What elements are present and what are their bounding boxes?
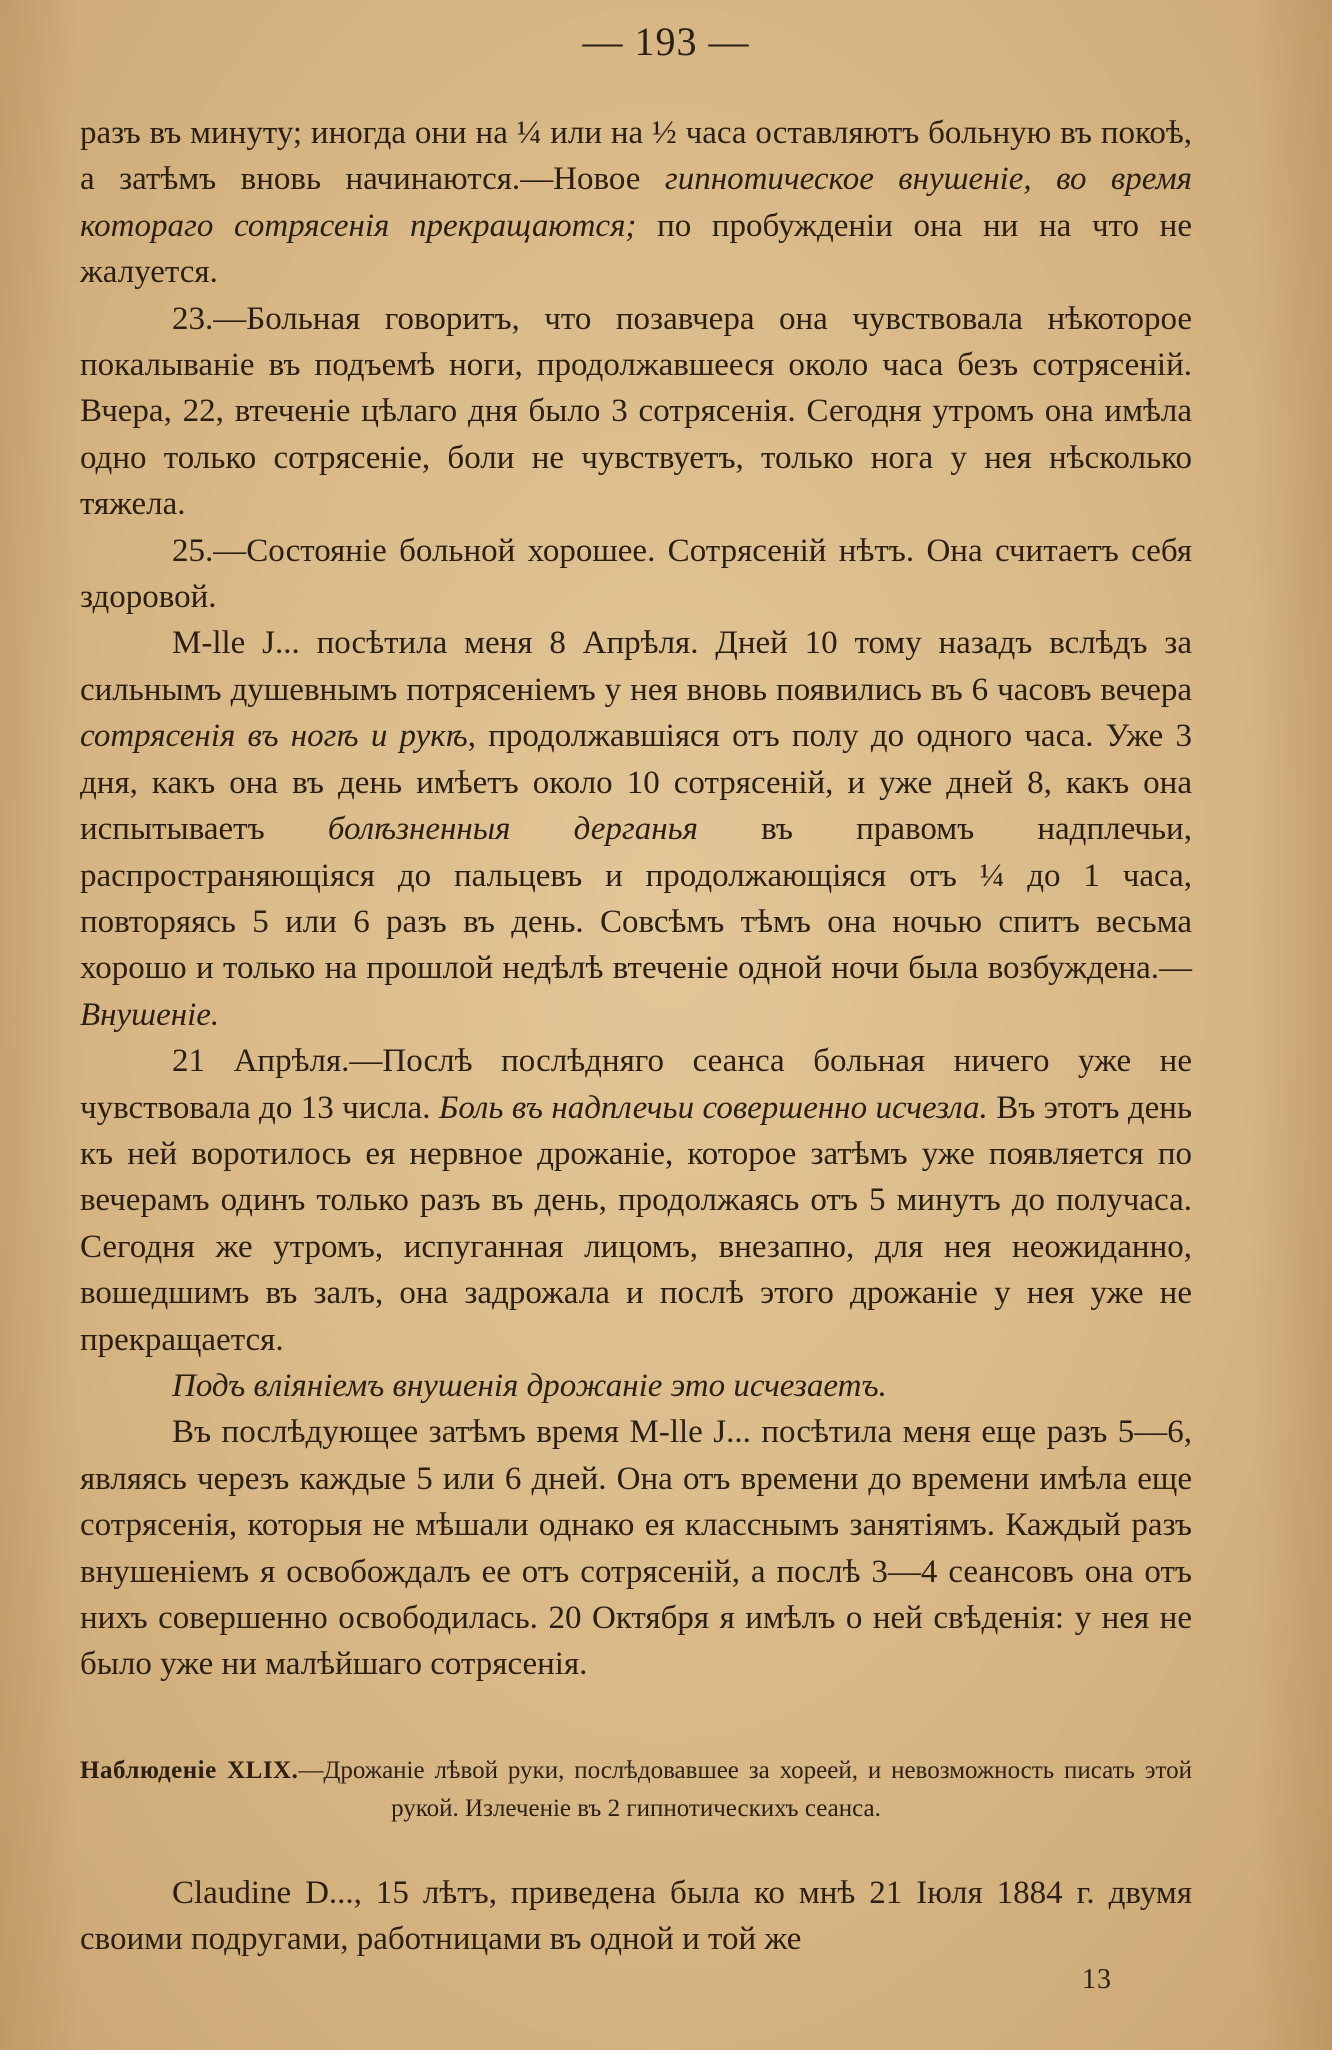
paragraph-followup: Въ послѣдующее затѣмъ время M-lle J... посѣтила меня еще разъ 5—6, являясь черезъ каждые 5 или 6 дней. Она отъ времени до времени имѣла еще сотрясенія, которыя не мѣшали однако ея класснымъ занятіямъ. Каждый разъ внушеніемъ я освобождалъ ее отъ сотрясеній, а послѣ 3—4 сеансовъ она отъ нихъ совершенно освободилась. 20 Октября я имѣлъ о ней свѣденія: у нея не было уже ни малѣйшаго сотрясенія. bbox=[80, 1414, 1192, 1683]
observation-title: Наблюденіе XLIX. bbox=[80, 1757, 299, 1784]
italic-emphasis: Боль въ надплечьи совершенно исчезла. bbox=[438, 1089, 988, 1126]
italic-emphasis: Внушеніе. bbox=[80, 996, 220, 1033]
text-run: въ правомъ надплечьи, распространяющіяся до пальцевъ и продолжающіяся отъ ¼ до 1 часа, повторяясь 5 или 6 разъ въ день. Совсѣмъ тѣмъ она ночью спитъ весьма хорошо и только на прошлой недѣлѣ втеченіе одной ночи была возбуждена.— bbox=[80, 811, 1192, 987]
paragraph-suggestion-result: Подъ вліяніемъ внушенія дрожаніе это исчезаетъ. bbox=[172, 1367, 887, 1404]
paragraph-continuation bbox=[80, 110, 1192, 296]
signature-mark: 13 bbox=[1082, 1964, 1112, 1995]
observation-heading-block bbox=[80, 1752, 1192, 1828]
text-run: M-lle J... посѣтила меня 8 Апрѣля. Дней 10 тому назадъ вслѣдъ за сильнымъ душевнымъ потрясеніемъ у нея вновь появились въ 6 часовъ вечера bbox=[80, 625, 1192, 708]
paragraph-april-21 bbox=[80, 1038, 1192, 1363]
observation-caption bbox=[80, 1752, 1192, 1828]
text-run: , продолжавшіяся отъ полу до одного часа. Уже 3 дня, какъ она въ день имѣетъ около 10 сотрясеній, и уже дней 8, какъ она испытываетъ bbox=[80, 718, 1192, 848]
text-run: разъ въ минуту; иногда они на ¼ или на ½ часа оставляютъ больную въ покоѣ, а затѣмъ вновь начинаются.—Новое bbox=[80, 115, 1192, 198]
page-number: — 193 — bbox=[582, 19, 750, 64]
text-run: Въ этотъ день къ ней воротилось ея нервное дрожаніе, которое затѣмъ уже появляется по вечерамъ одинъ только разъ въ день, продолжаясь отъ 5 минутъ до получаса. Сегодня же утромъ, испуганная лицомъ, внезапно, для нея неожиданно, вошедшимъ въ залъ, она задрожала и послѣ этого дрожаніе у нея уже не прекращается. bbox=[80, 1089, 1192, 1358]
italic-emphasis: гипнотическое внушеніе, во время котораго сотрясенія прекращаются; bbox=[80, 161, 1192, 244]
observation-description: —Дрожаніе лѣвой руки, послѣдовавшее за хореей, и невозможность писать этой рукой. Излеченіе въ 2 гипнотическихъ сеанса. bbox=[298, 1757, 1192, 1822]
text-run: по пробужденіи она ни на что не жалуется. bbox=[80, 207, 1192, 291]
paragraph-day-25: 25.—Состояніе больной хорошее. Сотрясеній нѣтъ. Она считаетъ себя здоровой. bbox=[80, 532, 1192, 616]
closing-text bbox=[80, 1870, 1192, 1963]
text-run: 21 Апрѣля.—Послѣ послѣдняго сеанса больная ничего уже не чувствовала до 13 числа. bbox=[80, 1043, 1192, 1126]
main-text bbox=[80, 110, 1192, 1688]
paragraph-april-8 bbox=[80, 620, 1192, 1038]
paragraph-claudine: Claudine D..., 15 лѣтъ, приведена была ко мнѣ 21 Іюля 1884 г. двумя своими подругами, работницами въ одной и той же bbox=[80, 1875, 1192, 1958]
italic-emphasis: болѣзненныя дерганья bbox=[327, 811, 698, 848]
italic-emphasis: сотрясенія въ ногѣ и рукѣ bbox=[80, 718, 468, 755]
paragraph-day-23: 23.—Больная говоритъ, что позавчера она чувствовала нѣкоторое покалываніе въ подъемѣ ноги, продолжавшееся около часа безъ сотрясеній. Вчера, 22, втеченіе цѣлаго дня было 3 сотрясенія. Сегодня утромъ она имѣла одно только сотрясеніе, боли не чувствуетъ, только нога у нея нѣсколько тяжела. bbox=[80, 300, 1192, 523]
